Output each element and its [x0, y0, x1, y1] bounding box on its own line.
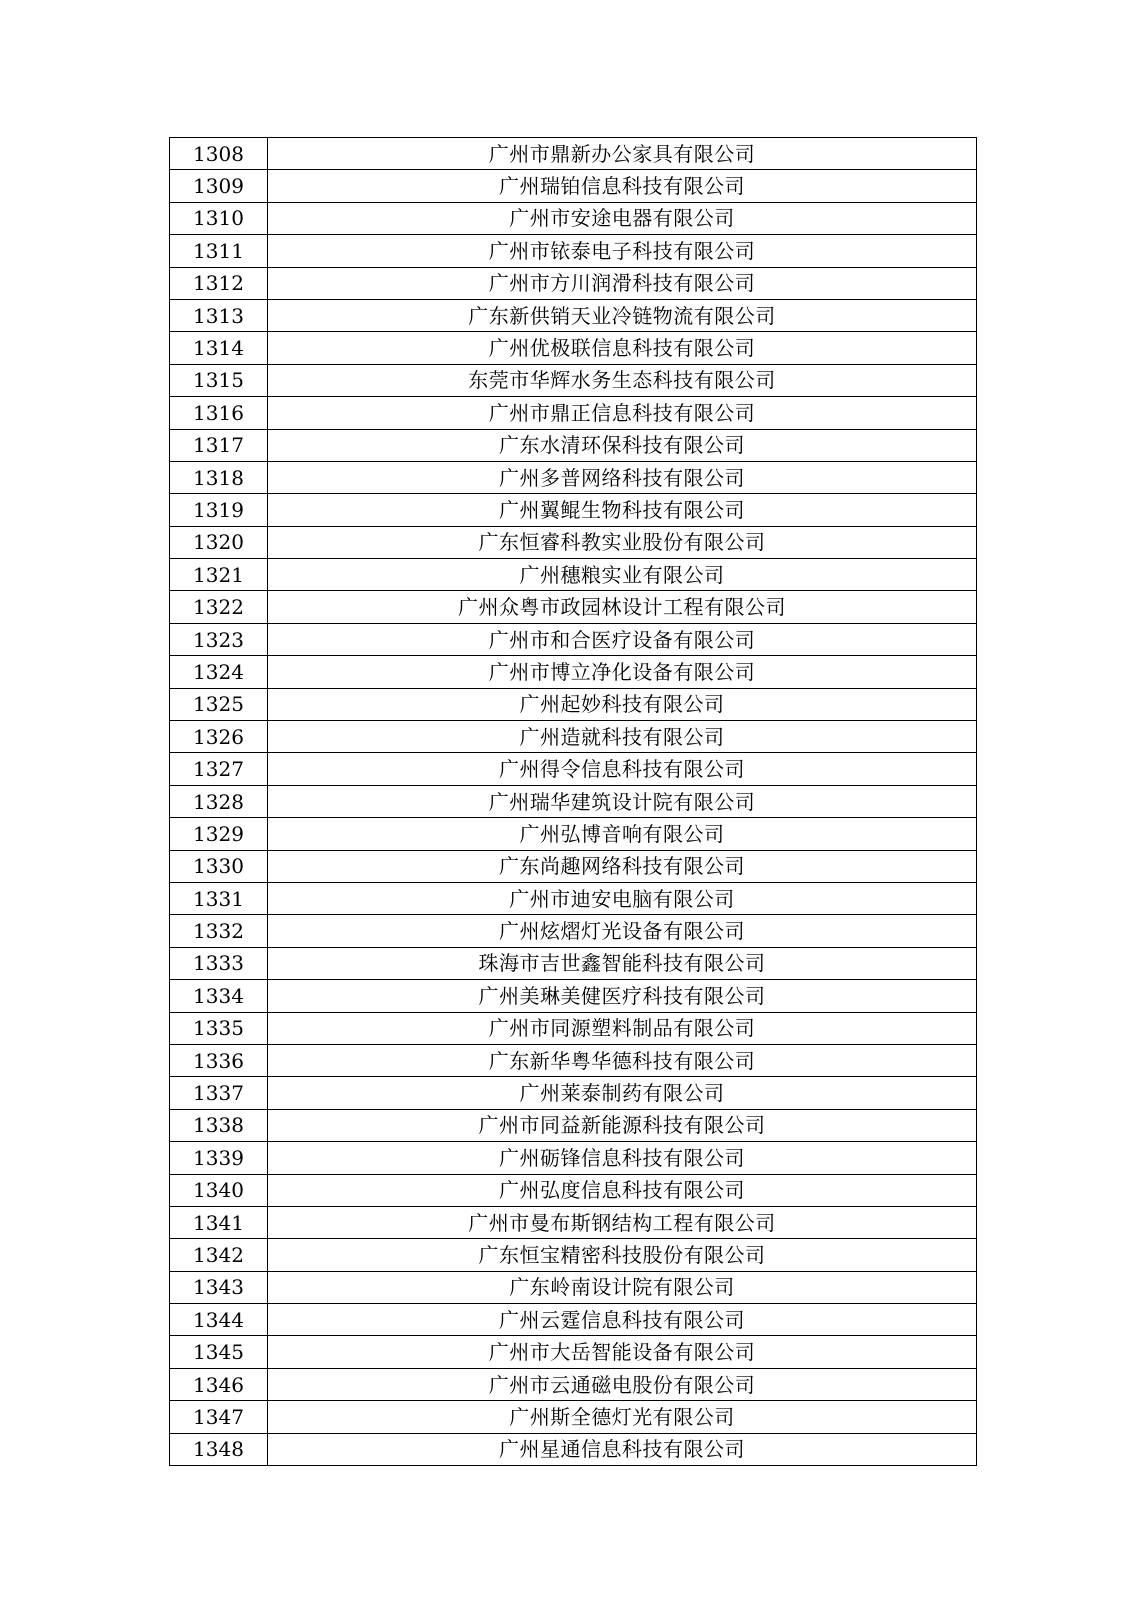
company-name: 东莞市华辉水务生态科技有限公司 — [268, 364, 977, 396]
table-row — [170, 1174, 977, 1206]
row-number: 1310 — [170, 202, 268, 234]
table-row — [170, 1077, 977, 1109]
table-row — [170, 202, 977, 234]
table-row — [170, 559, 977, 591]
table-row — [170, 688, 977, 720]
table-row — [170, 1044, 977, 1076]
row-number: 1327 — [170, 753, 268, 785]
company-name: 广州市方川润滑科技有限公司 — [268, 267, 977, 299]
table-row — [170, 818, 977, 850]
company-name: 广东新供销天业冷链物流有限公司 — [268, 299, 977, 331]
table-row — [170, 1271, 977, 1303]
table-row — [170, 1433, 977, 1465]
row-number: 1347 — [170, 1401, 268, 1433]
company-name: 广州造就科技有限公司 — [268, 721, 977, 753]
table-row — [170, 623, 977, 655]
row-number: 1328 — [170, 785, 268, 817]
row-number: 1334 — [170, 980, 268, 1012]
company-name: 广州多普网络科技有限公司 — [268, 461, 977, 493]
company-name: 广州翼鲲生物科技有限公司 — [268, 494, 977, 526]
company-name: 广州优极联信息科技有限公司 — [268, 332, 977, 364]
table-row — [170, 299, 977, 331]
company-name: 广州炫熠灯光设备有限公司 — [268, 915, 977, 947]
row-number: 1326 — [170, 721, 268, 753]
table-row — [170, 1142, 977, 1174]
table-row — [170, 1109, 977, 1141]
company-name: 广州穗粮实业有限公司 — [268, 559, 977, 591]
table-row — [170, 591, 977, 623]
company-name: 广州市安途电器有限公司 — [268, 202, 977, 234]
company-name: 广东恒睿科教实业股份有限公司 — [268, 526, 977, 558]
row-number: 1337 — [170, 1077, 268, 1109]
row-number: 1336 — [170, 1044, 268, 1076]
company-name: 广州市曼布斯钢结构工程有限公司 — [268, 1206, 977, 1238]
company-name: 广州市同益新能源科技有限公司 — [268, 1109, 977, 1141]
table-row — [170, 882, 977, 914]
row-number: 1329 — [170, 818, 268, 850]
table-row — [170, 753, 977, 785]
table-row — [170, 1304, 977, 1336]
company-name: 广州市同源塑料制品有限公司 — [268, 1012, 977, 1044]
row-number: 1319 — [170, 494, 268, 526]
table-row — [170, 138, 977, 170]
company-name: 广州莱泰制药有限公司 — [268, 1077, 977, 1109]
row-number: 1340 — [170, 1174, 268, 1206]
table-row — [170, 429, 977, 461]
table-row — [170, 494, 977, 526]
table-row — [170, 721, 977, 753]
table-row — [170, 850, 977, 882]
company-name: 广东水清环保科技有限公司 — [268, 429, 977, 461]
table-row — [170, 461, 977, 493]
row-number: 1324 — [170, 656, 268, 688]
table-row — [170, 526, 977, 558]
row-number: 1338 — [170, 1109, 268, 1141]
table-row — [170, 235, 977, 267]
row-number: 1342 — [170, 1239, 268, 1271]
row-number: 1315 — [170, 364, 268, 396]
table-row — [170, 1401, 977, 1433]
company-name: 广州瑞铂信息科技有限公司 — [268, 170, 977, 202]
table-row — [170, 1368, 977, 1400]
table-row — [170, 785, 977, 817]
row-number: 1330 — [170, 850, 268, 882]
company-name: 广东尚趣网络科技有限公司 — [268, 850, 977, 882]
row-number: 1339 — [170, 1142, 268, 1174]
company-name: 广州得令信息科技有限公司 — [268, 753, 977, 785]
company-name: 广州星通信息科技有限公司 — [268, 1433, 977, 1465]
row-number: 1314 — [170, 332, 268, 364]
row-number: 1309 — [170, 170, 268, 202]
company-name: 广州瑞华建筑设计院有限公司 — [268, 785, 977, 817]
company-name: 广州斯全德灯光有限公司 — [268, 1401, 977, 1433]
company-name: 广州起妙科技有限公司 — [268, 688, 977, 720]
row-number: 1343 — [170, 1271, 268, 1303]
company-name: 广州市铱泰电子科技有限公司 — [268, 235, 977, 267]
table-row — [170, 267, 977, 299]
row-number: 1320 — [170, 526, 268, 558]
company-name: 广州云霆信息科技有限公司 — [268, 1304, 977, 1336]
row-number: 1346 — [170, 1368, 268, 1400]
table-row — [170, 397, 977, 429]
company-name: 广州弘度信息科技有限公司 — [268, 1174, 977, 1206]
table-row — [170, 947, 977, 979]
row-number: 1341 — [170, 1206, 268, 1238]
table-row — [170, 656, 977, 688]
row-number: 1333 — [170, 947, 268, 979]
company-name: 广州美琳美健医疗科技有限公司 — [268, 980, 977, 1012]
row-number: 1332 — [170, 915, 268, 947]
company-name: 珠海市吉世鑫智能科技有限公司 — [268, 947, 977, 979]
row-number: 1344 — [170, 1304, 268, 1336]
company-name: 广东岭南设计院有限公司 — [268, 1271, 977, 1303]
company-name: 广州市鼎新办公家具有限公司 — [268, 138, 977, 170]
company-name: 广州砺锋信息科技有限公司 — [268, 1142, 977, 1174]
company-name: 广州弘博音响有限公司 — [268, 818, 977, 850]
company-name: 广州市迪安电脑有限公司 — [268, 882, 977, 914]
row-number: 1317 — [170, 429, 268, 461]
row-number: 1322 — [170, 591, 268, 623]
company-name: 广州市鼎正信息科技有限公司 — [268, 397, 977, 429]
company-list-table — [169, 137, 977, 1466]
row-number: 1316 — [170, 397, 268, 429]
row-number: 1312 — [170, 267, 268, 299]
row-number: 1313 — [170, 299, 268, 331]
row-number: 1318 — [170, 461, 268, 493]
company-name: 广州市云通磁电股份有限公司 — [268, 1368, 977, 1400]
table-row — [170, 915, 977, 947]
company-name: 广东恒宝精密科技股份有限公司 — [268, 1239, 977, 1271]
company-name: 广州众粤市政园林设计工程有限公司 — [268, 591, 977, 623]
table-row — [170, 1336, 977, 1368]
row-number: 1345 — [170, 1336, 268, 1368]
table-row — [170, 364, 977, 396]
table-row — [170, 1012, 977, 1044]
row-number: 1325 — [170, 688, 268, 720]
table-row — [170, 170, 977, 202]
company-name: 广州市博立净化设备有限公司 — [268, 656, 977, 688]
row-number: 1321 — [170, 559, 268, 591]
row-number: 1323 — [170, 623, 268, 655]
table-row — [170, 332, 977, 364]
company-name: 广州市大岳智能设备有限公司 — [268, 1336, 977, 1368]
row-number: 1311 — [170, 235, 268, 267]
row-number: 1331 — [170, 882, 268, 914]
table-body — [170, 138, 977, 1466]
table-row — [170, 1206, 977, 1238]
row-number: 1308 — [170, 138, 268, 170]
row-number: 1348 — [170, 1433, 268, 1465]
table-row — [170, 980, 977, 1012]
company-name: 广东新华粤华德科技有限公司 — [268, 1044, 977, 1076]
company-name: 广州市和合医疗设备有限公司 — [268, 623, 977, 655]
table-row — [170, 1239, 977, 1271]
row-number: 1335 — [170, 1012, 268, 1044]
